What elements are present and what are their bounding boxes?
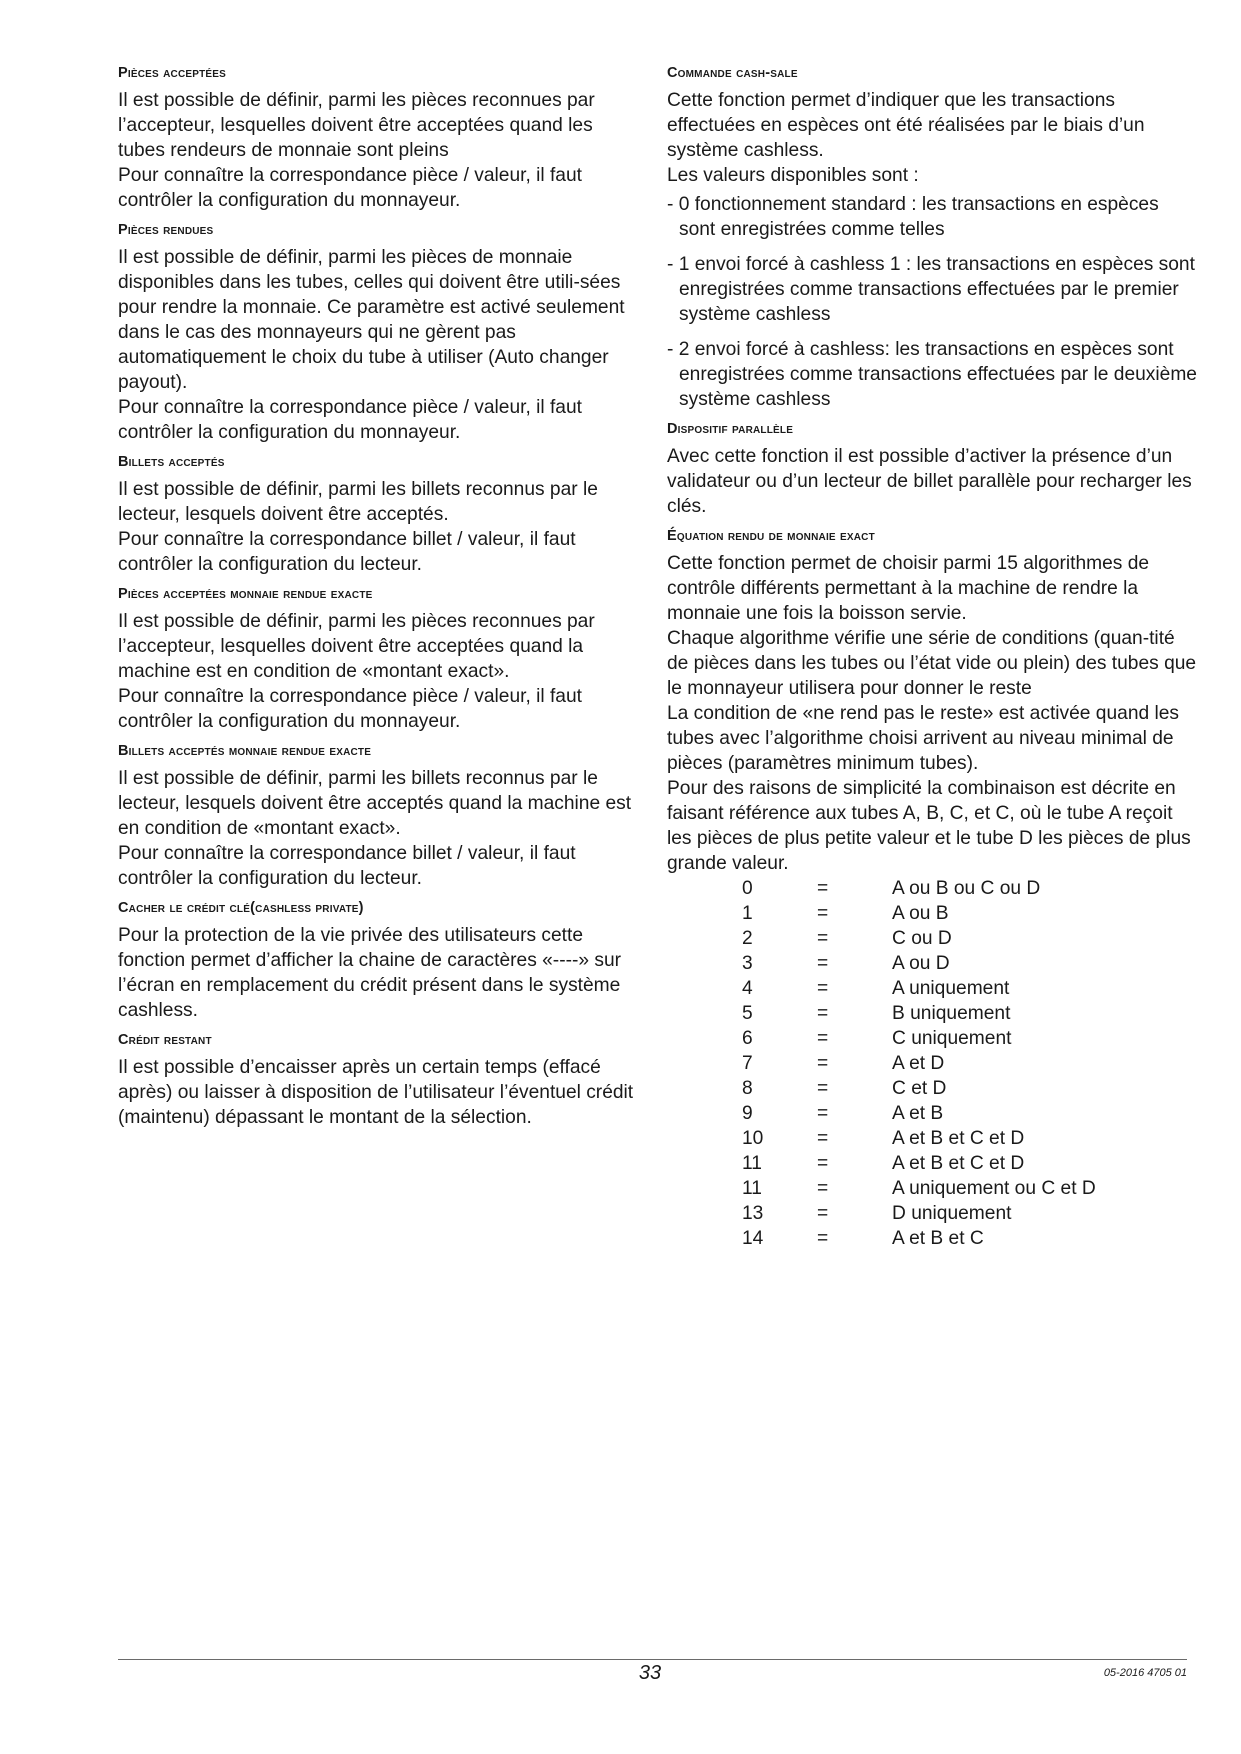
- document-code: 05-2016 4705 01: [1103, 1667, 1187, 1679]
- table-row: [742, 1201, 1096, 1226]
- paragraph: Pour connaître la correspondance billet / valeur, il faut contrôler la configuration du lecteur.: [118, 843, 576, 889]
- equals-sign: =: [817, 1003, 829, 1024]
- paragraph: Chaque algorithme vérifie une série de conditions (quan-tité de pièces dans les tubes ou l’état vide ou plein) des tubes que le monnayeur utilisera pour donner le reste: [667, 628, 1197, 699]
- table-row: [742, 1176, 1096, 1201]
- algorithm-number: 8: [742, 1078, 753, 1099]
- table-row: [742, 1026, 1096, 1051]
- section-equation-rendu: [667, 527, 1197, 1251]
- algorithm-table: [742, 876, 1096, 1251]
- algorithm-number: 7: [742, 1053, 753, 1074]
- table-row: [742, 876, 1096, 901]
- equals-sign: =: [817, 878, 829, 899]
- paragraph: Cette fonction permet de choisir parmi 15 algorithmes de contrôle différents permettant à la machine de rendre la monnaie une fois la boisson servie.: [667, 553, 1150, 624]
- paragraph: La condition de «ne rend pas le reste» est activée quand les tubes avec l’algorithme choisi arrivent au niveau minimal de pièces (paramètres minimum tubes).: [667, 703, 1180, 774]
- equals-sign: =: [817, 928, 829, 949]
- section-pieces-acceptees: [118, 64, 636, 213]
- list-item: - 0 fonctionnement standard : les transactions en espèces sont enregistrées comme telles: [667, 194, 1159, 240]
- section-heading: Commande cash-sale: [667, 65, 798, 81]
- section-credit-restant: [118, 1031, 636, 1130]
- algorithm-value: C uniquement: [892, 1028, 1012, 1049]
- paragraph: Pour connaître la correspondance pièce / valeur, il faut contrôler la configuration du monnayeur.: [118, 686, 582, 732]
- paragraph: Cette fonction permet d’indiquer que les transactions effectuées en espèces ont été réalisées par le biais d’un système cashless.: [667, 90, 1145, 161]
- algorithm-value: A et B et C: [892, 1228, 984, 1249]
- paragraph: Pour des raisons de simplicité la combinaison est décrite en faisant référence aux tubes A, B, C, et C, où le tube A reçoit les pièces de plus petite valeur et le tube D les pièces de plus grande valeur.: [667, 778, 1191, 874]
- table-row: [742, 1051, 1096, 1076]
- section-heading: Pièces rendues: [118, 222, 214, 238]
- table-row: [742, 926, 1096, 951]
- algorithm-number: 1: [742, 903, 753, 924]
- paragraph: Il est possible de définir, parmi les pièces reconnues par l’accepteur, lesquelles doivent être acceptées quand les tubes rendeurs de monnaie sont pleins: [118, 90, 595, 161]
- paragraph: Il est possible de définir, parmi les pièces de monnaie disponibles dans les tubes, celles qui doivent être utili-sées pour rendre la monnaie. Ce paramètre est activé seulement dans le cas des monnayeurs qui ne gèrent pas automatiquement le choix du tube à utiliser (Auto changer payout).: [118, 247, 625, 393]
- algorithm-value: A ou D: [892, 953, 950, 974]
- algorithm-number: 10: [742, 1128, 764, 1149]
- paragraph: Pour la protection de la vie privée des utilisateurs cette fonction permet d’afficher la chaine de caractères «----» sur l’écran en remplacement du crédit présent dans le système cashless.: [118, 925, 622, 1021]
- table-row: [742, 1001, 1096, 1026]
- algorithm-value: A et B et C et D: [892, 1128, 1025, 1149]
- section-heading: Dispositif parallèle: [667, 421, 794, 437]
- section-heading: Billets acceptés: [118, 454, 225, 470]
- table-row: [742, 951, 1096, 976]
- paragraph: Il est possible de définir, parmi les billets reconnus par le lecteur, lesquels doivent être acceptés quand la machine est en condition de «montant exact».: [118, 768, 632, 839]
- section-pieces-rendues: [118, 221, 636, 445]
- paragraph: Pour connaître la correspondance pièce / valeur, il faut contrôler la configuration du monnayeur.: [118, 165, 582, 211]
- algorithm-number: 3: [742, 953, 753, 974]
- algorithm-value: A et D: [892, 1053, 945, 1074]
- page-number: 33: [638, 1662, 662, 1684]
- equals-sign: =: [817, 1053, 829, 1074]
- algorithm-number: 9: [742, 1103, 753, 1124]
- paragraph: Il est possible de définir, parmi les billets reconnus par le lecteur, lesquels doivent être acceptés.: [118, 479, 598, 525]
- algorithm-number: 5: [742, 1003, 753, 1024]
- equals-sign: =: [817, 978, 829, 999]
- table-row: [742, 1076, 1096, 1101]
- right-column: [667, 64, 1197, 1259]
- algorithm-value: D uniquement: [892, 1203, 1012, 1224]
- section-cash-sale: [667, 64, 1197, 412]
- section-heading: Pièces acceptées: [118, 65, 227, 81]
- algorithm-number: 2: [742, 928, 753, 949]
- table-row: [742, 1101, 1096, 1126]
- list-item: - 2 envoi forcé à cashless: les transactions en espèces sont enregistrées comme transactions effectuées par le deuxième système cashless: [667, 339, 1197, 410]
- algorithm-number: 4: [742, 978, 753, 999]
- equals-sign: =: [817, 1178, 829, 1199]
- section-heading: Pièces acceptées monnaie rendue exacte: [118, 586, 373, 602]
- section-pieces-acceptees-monnaie-exacte: [118, 585, 636, 734]
- algorithm-number: 11: [742, 1178, 762, 1199]
- left-column: [118, 64, 636, 1138]
- table-row: [742, 976, 1096, 1001]
- paragraph: Pour connaître la correspondance billet / valeur, il faut contrôler la configuration du lecteur.: [118, 529, 576, 575]
- algorithm-value: C ou D: [892, 928, 952, 949]
- algorithm-number: 13: [742, 1203, 764, 1224]
- algorithm-value: A ou B: [892, 903, 949, 924]
- paragraph: Les valeurs disponibles sont :: [667, 165, 919, 186]
- algorithm-value: A uniquement: [892, 978, 1010, 999]
- algorithm-value: B uniquement: [892, 1003, 1011, 1024]
- table-row: [742, 901, 1096, 926]
- algorithm-number: 14: [742, 1228, 764, 1249]
- algorithm-number: 11: [742, 1153, 762, 1174]
- equals-sign: =: [817, 1128, 829, 1149]
- section-dispositif-parallele: [667, 420, 1197, 519]
- section-heading: Équation rendu de monnaie exact: [667, 528, 875, 544]
- paragraph: Pour connaître la correspondance pièce / valeur, il faut contrôler la configuration du monnayeur.: [118, 397, 582, 443]
- paragraph: Il est possible d’encaisser après un certain temps (effacé après) ou laisser à disposition de l’utilisateur l’éventuel crédit (maintenu) dépassant le montant de la sélection.: [118, 1057, 634, 1128]
- paragraph: Il est possible de définir, parmi les pièces reconnues par l’accepteur, lesquelles doivent être acceptées quand la machine est en condition de «montant exact».: [118, 611, 595, 682]
- paragraph: Avec cette fonction il est possible d’activer la présence d’un validateur ou d’un lecteur de billet parallèle pour recharger les clés.: [667, 446, 1192, 517]
- table-row: [742, 1126, 1096, 1151]
- algorithm-value: A et B et C et D: [892, 1153, 1025, 1174]
- algorithm-value: A et B: [892, 1103, 944, 1124]
- section-heading: Cacher le crédit clé(cashless private): [118, 900, 364, 916]
- section-cacher-credit: [118, 899, 636, 1023]
- section-billets-acceptes-monnaie-exacte: [118, 742, 636, 891]
- equals-sign: =: [817, 1153, 829, 1174]
- equals-sign: =: [817, 953, 829, 974]
- algorithm-number: 0: [742, 878, 753, 899]
- section-heading: Billets acceptés monnaie rendue exacte: [118, 743, 372, 759]
- section-heading: Crédit restant: [118, 1032, 212, 1048]
- equals-sign: =: [817, 1203, 829, 1224]
- algorithm-number: 6: [742, 1028, 753, 1049]
- list-item: - 1 envoi forcé à cashless 1 : les transactions en espèces sont enregistrées comme transactions effectuées par le premier système cashless: [667, 254, 1195, 325]
- algorithm-value: A ou B ou C ou D: [892, 878, 1041, 899]
- table-row: [742, 1151, 1096, 1176]
- table-row: [742, 1226, 1096, 1251]
- equals-sign: =: [817, 1103, 829, 1124]
- equals-sign: =: [817, 903, 829, 924]
- algorithm-value: C et D: [892, 1078, 947, 1099]
- equals-sign: =: [817, 1078, 829, 1099]
- equals-sign: =: [817, 1228, 829, 1249]
- equals-sign: =: [817, 1028, 829, 1049]
- algorithm-value: A uniquement ou C et D: [892, 1178, 1096, 1199]
- section-billets-acceptes: [118, 453, 636, 577]
